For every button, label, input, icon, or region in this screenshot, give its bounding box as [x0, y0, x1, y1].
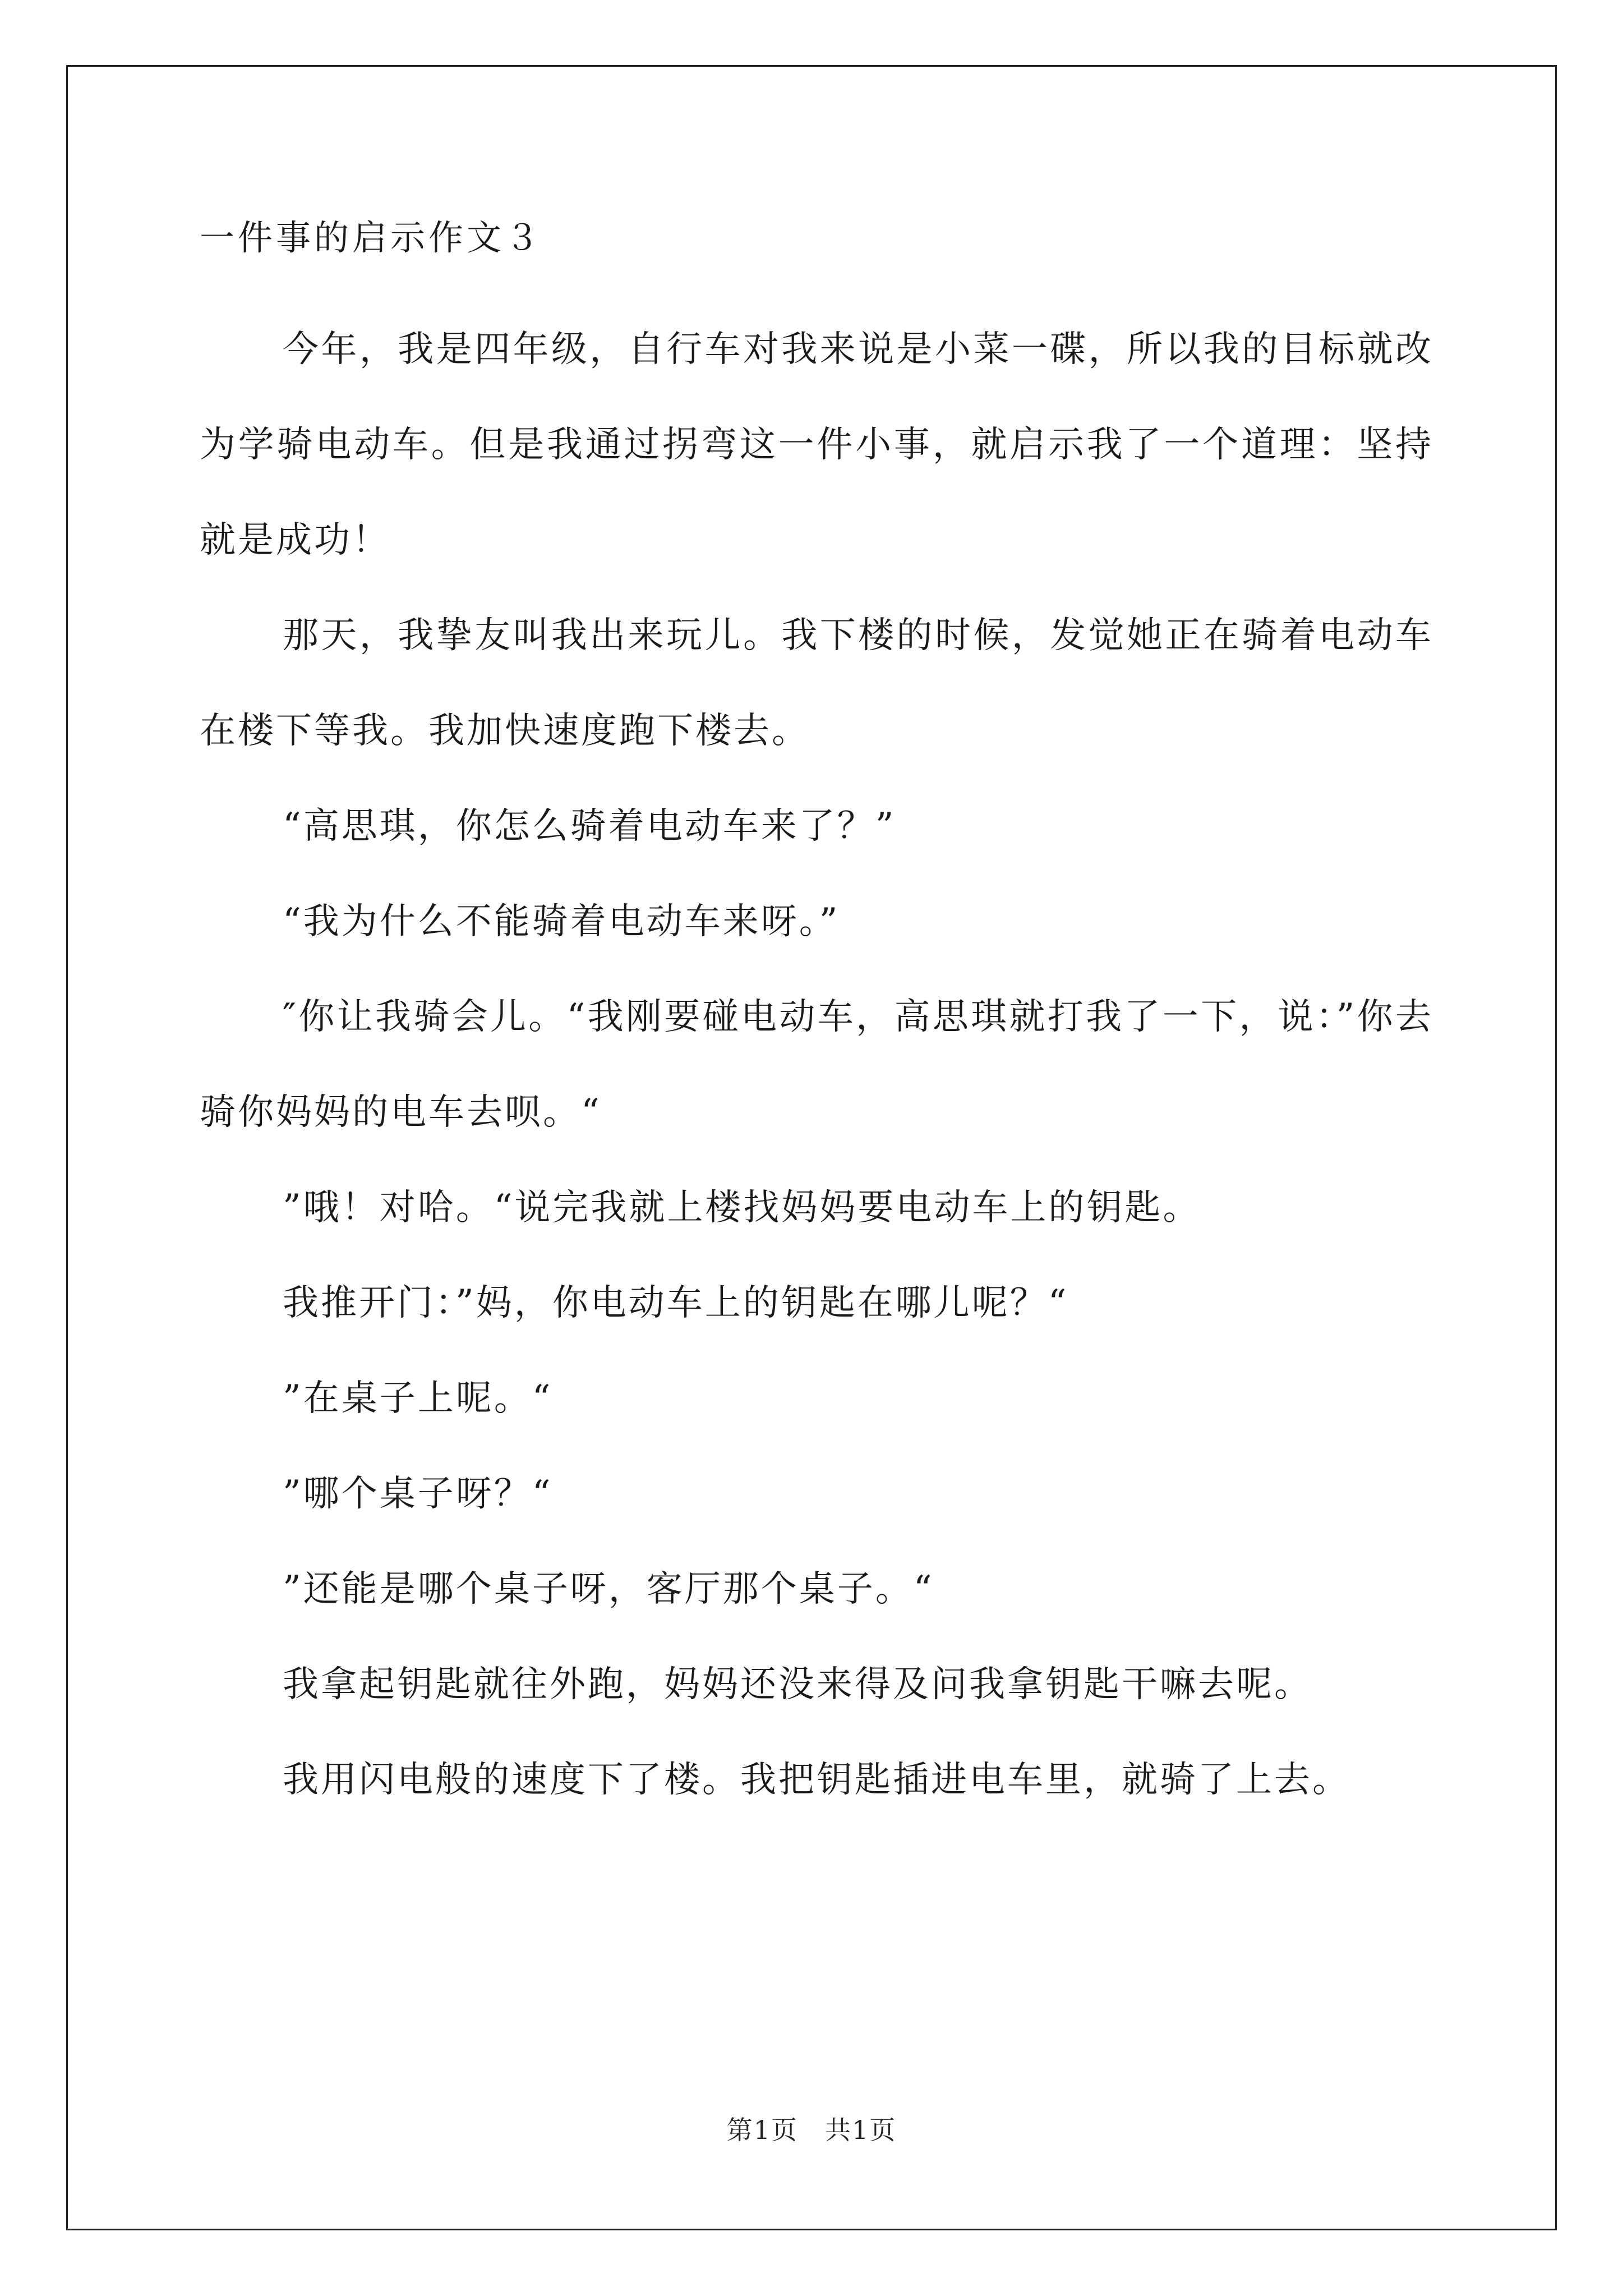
paragraph: “我为什么不能骑着电动车来呀。” — [283, 901, 840, 942]
paragraph: 我拿起钥匙就往外跑，妈妈还没来得及问我拿钥匙干嘛去呢。 — [283, 1664, 1312, 1705]
paragraph: ”哦！对哈。“说完我就上楼找妈妈要电动车上的钥匙。 — [283, 1187, 1201, 1228]
paragraph: ”哪个桌子呀？“ — [283, 1473, 553, 1515]
paragraph: 今年，我是四年级，自行车对我来说是小菜一碟，所以我的目标就改为学骑电动车。但是我通过拐弯这一件小事，就启示我了一个道理：坚持就是成功！ — [200, 329, 1433, 561]
paragraph: 那天，我挚友叫我出来玩儿。我下楼的时候，发觉她正在骑着电动车在楼下等我。我加快速度跑下楼去。 — [200, 615, 1433, 752]
document-title: 一件事的启示作文３ — [200, 217, 543, 258]
paragraph: “高思琪，你怎么骑着电动车来了？” — [283, 806, 896, 847]
paragraph: ″你让我骑会儿。“我刚要碰电动车，高思琪就打我了一下，说：”你去骑你妈妈的电车去呗。“ — [200, 996, 1433, 1133]
paragraph: 我用闪电般的速度下了楼。我把钥匙插进电车里，就骑了上去。 — [283, 1759, 1350, 1801]
page-number-footer: 第1页 共1页 — [726, 2115, 897, 2145]
paragraph: ”还能是哪个桌子呀，客厅那个桌子。“ — [283, 1568, 934, 1610]
paragraph: 我推开门：”妈，你电动车上的钥匙在哪儿呢？“ — [283, 1282, 1069, 1324]
document-body — [200, 217, 1433, 1828]
paragraph: ”在桌子上呢。“ — [283, 1378, 553, 1419]
